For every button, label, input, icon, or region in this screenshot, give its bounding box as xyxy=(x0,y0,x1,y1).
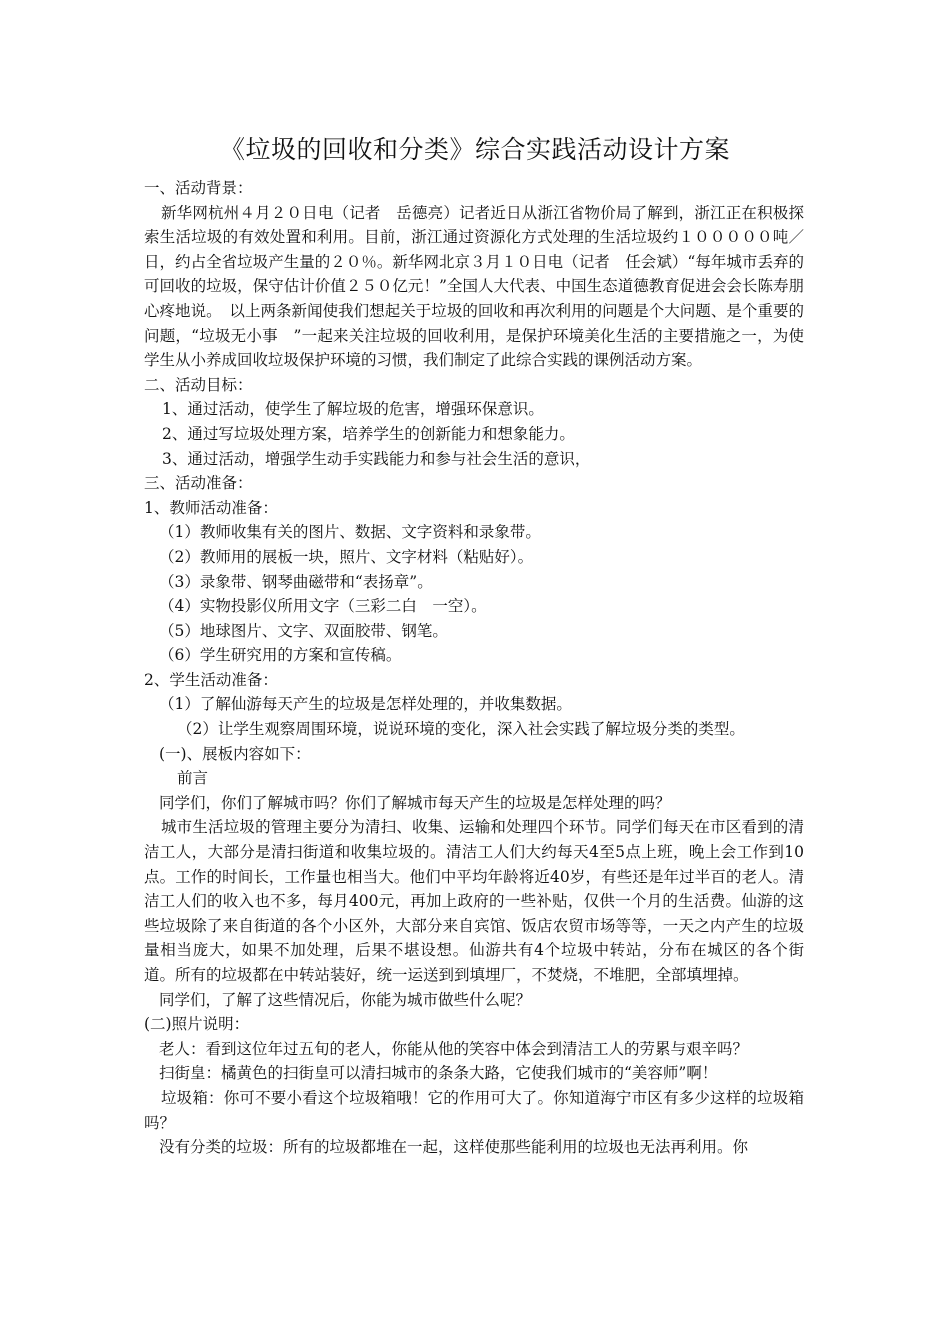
section-heading-preparation: 三、活动准备： xyxy=(144,474,253,493)
photo-caption-item: 扫街皇：橘黄色的扫街皇可以清扫城市的条条大路，它使我们城市的“美容师”啊！ xyxy=(159,1064,718,1083)
photo-caption-item: 垃圾箱：你可不要小看这个垃圾箱哦！它的作用可大了。你知道海宁市区有多少这样的垃圾箱吗？ xyxy=(144,1088,804,1132)
preface-heading: 前言 xyxy=(177,769,209,788)
teacher-prep-item: （3）录象带、钢琴曲磁带和“表扬章”。 xyxy=(159,572,433,591)
teacher-prep-item: （4）实物投影仪所用文字（三彩二白 一空）。 xyxy=(159,597,487,616)
goal-item: 1、通过活动，使学生了解垃圾的危害，增强环保意识。 xyxy=(162,400,544,419)
document-body xyxy=(144,176,804,1160)
student-prep-item: （2）让学生观察周围环境，说说环境的变化，深入社会实践了解垃圾分类的类型。 xyxy=(177,720,745,739)
teacher-prep-item: （5）地球图片、文字、双面胶带、钢笔。 xyxy=(159,621,448,640)
preface-closing: 同学们，了解了这些情况后，你能为城市做些什么呢？ xyxy=(159,990,532,1009)
preface-question: 同学们，你们了解城市吗？你们了解城市每天产生的垃圾是怎样处理的吗？ xyxy=(159,793,671,812)
goal-item: 2、通过写垃圾处理方案，培养学生的创新能力和想象能力。 xyxy=(162,424,575,443)
background-paragraph: 新华网杭州４月２０日电（记者 岳德亮）记者近日从浙江省物价局了解到，浙江正在积极探索生活垃圾的有效处置和利用。目前，浙江通过资源化方式处理的生活垃圾约１０００００吨／日，约占全省垃圾产生量的２０％。新华网北京３月１０日电（记者 任会斌）“每年城市丢弃的可回收的垃圾，保守估计价值２５０亿元！”全国人大代表、中国生态道德教育促进会会长陈寿朋心疼地说。 以上两条新闻使我们想起关于垃圾的回收和再次利用的问题是个大问题、是个重要的问题，“垃圾无小事 ”一起来关注垃圾的回收利用，是保护环境美化生活的主要措施之一，为使学生从小养成回收垃圾保护环境的习惯，我们制定了此综合实践的课例活动方案。 xyxy=(144,203,804,370)
section-heading-background: 一、活动背景： xyxy=(144,179,253,197)
teacher-prep-item: （6）学生研究用的方案和宣传稿。 xyxy=(159,646,402,665)
teacher-prep-heading: 1、教师活动准备： xyxy=(144,498,278,517)
photo-caption-item: 没有分类的垃圾：所有的垃圾都堆在一起，这样使那些能利用的垃圾也无法再利用。你 xyxy=(159,1138,749,1157)
photo-caption-item: 老人：看到这位年过五旬的老人，你能从他的笑容中体会到清洁工人的劳累与艰辛吗？ xyxy=(159,1039,749,1058)
student-prep-item: （1）了解仙游每天产生的垃圾是怎样处理的，并收集数据。 xyxy=(159,695,572,714)
teacher-prep-item: （1）教师收集有关的图片、数据、文字资料和录象带。 xyxy=(159,523,541,542)
goal-item: 3、通过活动，增强学生动手实践能力和参与社会生活的意识， xyxy=(162,449,591,468)
teacher-prep-item: （2）教师用的展板一块，照片、文字材料（粘贴好）。 xyxy=(159,547,534,566)
preface-paragraph: 城市生活垃圾的管理主要分为清扫、收集、运输和处理四个环节。同学们每天在市区看到的清洁工人，大部分是清扫街道和收集垃圾的。清洁工人们大约每天4至5点上班，晚上会工作到10点。工作的时间长，工作量也相当大。他们中平均年龄将近40岁，有些还是年过半百的老人。清洁工人们的收入也不多，每月400元，再加上政府的一些补贴，仅供一个月的生活费。仙游的这些垃圾除了来自街道的各个小区外，大部分来自宾馆、饭店农贸市场等等，一天之内产生的垃圾量相当庞大，如果不加处理，后果不堪设想。仙游共有4个垃圾中转站，分布在城区的各个街道。所有的垃圾都在中转站装好，统一运送到到填埋厂，不焚烧，不堆肥，全部填埋掉。 xyxy=(144,818,804,984)
board-content-heading: (一)、展板内容如下： xyxy=(159,744,311,763)
photo-caption-heading: (二)照片说明： xyxy=(144,1015,250,1034)
section-heading-goals: 二、活动目标： xyxy=(144,375,253,394)
student-prep-heading: 2、学生活动准备： xyxy=(144,670,278,689)
document-title: 《垃圾的回收和分类》综合实践活动设计方案 xyxy=(219,135,730,164)
